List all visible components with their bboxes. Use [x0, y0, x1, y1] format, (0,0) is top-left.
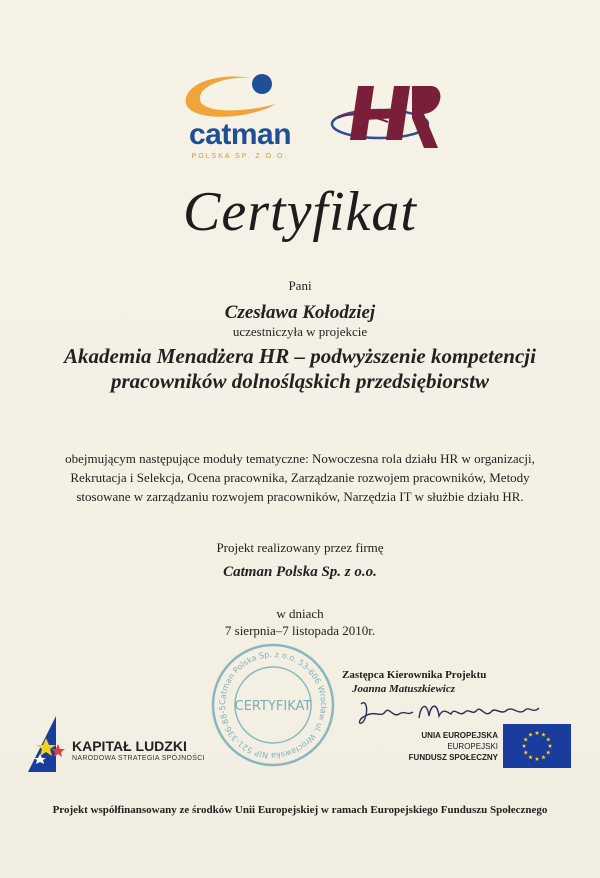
eu-star — [541, 755, 546, 759]
kapital-ludzki-subtitle: NARODOWA STRATEGIA SPÓJNOŚCI — [72, 755, 205, 762]
eu-label-line1: UNIA EUROPEJSKA — [421, 731, 498, 740]
kapital-ludzki-star-icon — [28, 714, 76, 772]
modules-description: obejmującym następujące moduły tematyczne: Nowoczesna rola działu HR w organizacji, Rekrutacja i Selekcja, Ocena pracownika, Zarządzanie rozwojem pracowników, Metody stosowane w zarządzaniu rozwojem pracowników, Narzędzia IT w służbie działu HR. — [65, 451, 535, 504]
hr-logo — [328, 78, 446, 164]
stamp-seal-icon — [208, 640, 338, 770]
kapital-ludzki-emblem — [28, 714, 76, 772]
cofinancing-footer: Projekt współfinansowany ze środków Unii Europejskiej w ramach Europejskiego Funduszu Społecznego — [52, 804, 548, 816]
realized-by-label: Projekt realizowany przez firmę — [216, 540, 384, 555]
company-stamp — [208, 640, 338, 770]
eu-flag-icon — [503, 724, 571, 768]
eu-star — [528, 732, 533, 736]
certificate-title: Certyfikat — [183, 181, 417, 243]
eu-star — [548, 744, 553, 748]
project-title: Akademia Menadżera HR – podwyższenie kompetencji pracowników dolnośląskich przedsiębiorstw — [64, 344, 536, 393]
eu-star — [522, 744, 527, 748]
recipient-name: Czesława Kołodziej — [224, 302, 376, 323]
signatory-role: Zastępca Kierownika Projektu — [342, 669, 487, 681]
eu-star — [546, 750, 551, 754]
catman-subtitle: POLSKA SP. Z O.O. — [191, 153, 289, 160]
catman-wordmark: catman — [188, 118, 292, 151]
eu-label — [400, 730, 498, 763]
eu-star — [541, 732, 546, 736]
company-name: Catman Polska Sp. z o.o. — [223, 564, 377, 580]
svg-text:CERTYFIKAT: CERTYFIKAT — [234, 699, 312, 714]
eu-label-line3: FUNDUSZ SPOŁECZNY — [408, 753, 498, 762]
signatory-name: Joanna Matuszkiewicz — [352, 683, 455, 695]
eu-star — [535, 757, 540, 761]
eu-star — [546, 737, 551, 741]
svg-text:Catman Polska Sp. z o.o. 53-60: Catman Polska Sp. z o.o. 53-606 Wrocław ul. Wrocławska NIP 521-336-88-5 — [217, 649, 329, 761]
eu-star — [535, 731, 540, 735]
dates-label: w dniach — [276, 606, 324, 621]
salutation: Pani — [288, 278, 312, 293]
kapital-ludzki-title: KAPITAŁ LUDZKI — [72, 738, 187, 754]
eu-star — [523, 750, 528, 754]
participation-text: uczestniczyła w projekcie — [232, 324, 368, 339]
catman-swoosh-icon — [178, 66, 298, 122]
eu-label-line2: EUROPEJSKI — [447, 742, 498, 751]
hr-emblem-icon — [328, 78, 446, 164]
eu-star — [528, 755, 533, 759]
dates-range: 7 sierpnia–7 listopada 2010r. — [224, 623, 376, 638]
eu-star — [523, 737, 528, 741]
catman-logo — [178, 66, 298, 164]
